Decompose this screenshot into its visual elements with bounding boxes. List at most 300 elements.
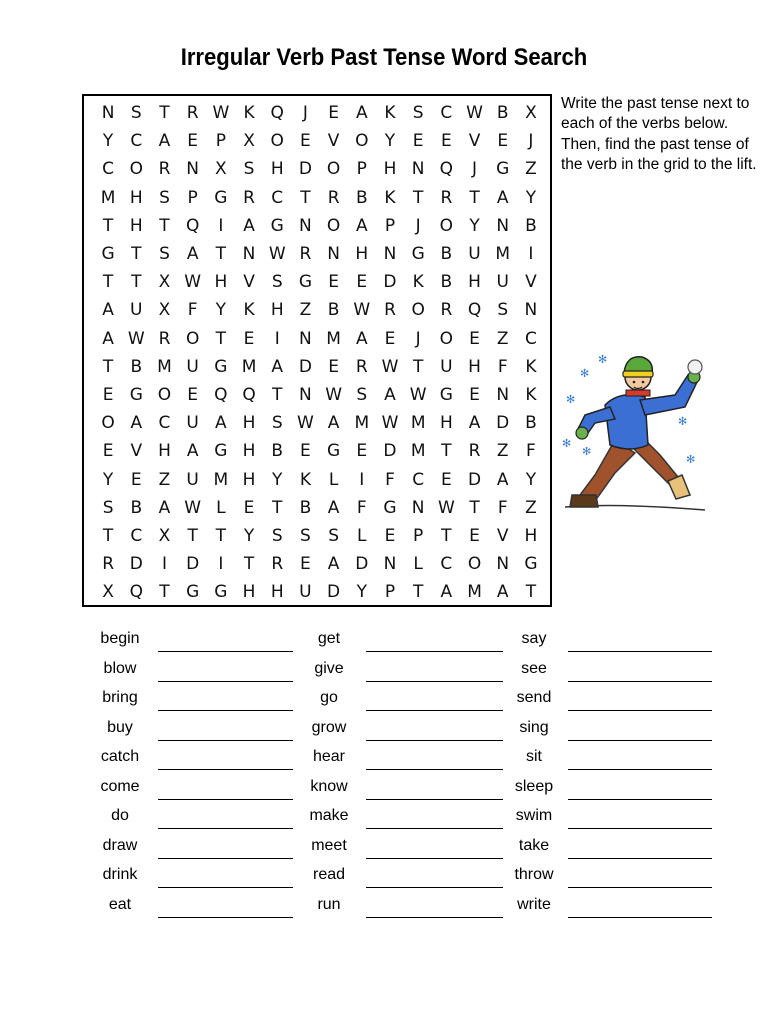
- grid-letter[interactable]: K: [384, 103, 396, 124]
- grid-letter[interactable]: P: [384, 215, 396, 236]
- grid-letter[interactable]: N: [299, 384, 312, 405]
- grid-letter[interactable]: R: [271, 554, 284, 575]
- grid-letter[interactable]: H: [242, 469, 256, 490]
- grid-letter[interactable]: H: [214, 272, 228, 293]
- grid-letter[interactable]: T: [272, 497, 283, 518]
- past-tense-answer-line[interactable]: [568, 828, 712, 829]
- grid-letter[interactable]: C: [102, 159, 115, 180]
- past-tense-answer-line[interactable]: [158, 651, 293, 652]
- grid-letter[interactable]: U: [468, 244, 481, 265]
- grid-letter[interactable]: E: [440, 469, 452, 490]
- grid-letter[interactable]: Q: [467, 300, 482, 321]
- grid-letter[interactable]: W: [297, 413, 314, 434]
- grid-letter[interactable]: N: [524, 300, 538, 321]
- grid-letter[interactable]: T: [102, 525, 114, 546]
- grid-letter[interactable]: J: [472, 159, 478, 180]
- grid-letter[interactable]: T: [159, 215, 170, 236]
- grid-letter[interactable]: R: [440, 300, 453, 321]
- grid-letter[interactable]: B: [355, 187, 368, 208]
- grid-letter[interactable]: E: [243, 497, 255, 518]
- grid-letter[interactable]: A: [158, 131, 171, 152]
- past-tense-answer-line[interactable]: [568, 917, 712, 918]
- grid-letter[interactable]: B: [299, 497, 312, 518]
- past-tense-answer-line[interactable]: [158, 858, 293, 859]
- grid-letter[interactable]: D: [298, 356, 312, 377]
- grid-letter[interactable]: V: [327, 131, 340, 152]
- grid-letter[interactable]: S: [243, 159, 255, 180]
- grid-letter[interactable]: W: [325, 384, 342, 405]
- grid-letter[interactable]: Z: [158, 469, 171, 490]
- grid-letter[interactable]: S: [130, 103, 142, 124]
- grid-letter[interactable]: H: [383, 159, 397, 180]
- grid-letter[interactable]: U: [299, 582, 312, 603]
- grid-letter[interactable]: X: [525, 103, 537, 124]
- grid-letter[interactable]: I: [218, 215, 224, 236]
- grid-letter[interactable]: D: [383, 441, 397, 462]
- grid-letter[interactable]: N: [411, 497, 425, 518]
- grid-letter[interactable]: B: [130, 497, 143, 518]
- grid-letter[interactable]: X: [102, 582, 114, 603]
- grid-letter[interactable]: A: [243, 215, 255, 236]
- grid-letter[interactable]: O: [355, 131, 369, 152]
- grid-letter[interactable]: A: [158, 497, 171, 518]
- grid-letter[interactable]: N: [496, 215, 510, 236]
- grid-letter[interactable]: A: [327, 497, 340, 518]
- grid-letter[interactable]: T: [215, 244, 227, 265]
- grid-letter[interactable]: V: [525, 272, 537, 293]
- grid-letter[interactable]: G: [524, 554, 538, 575]
- grid-letter[interactable]: O: [439, 328, 454, 349]
- grid-letter[interactable]: H: [129, 215, 143, 236]
- grid-letter[interactable]: A: [186, 441, 199, 462]
- grid-letter[interactable]: N: [242, 244, 256, 265]
- grid-letter[interactable]: G: [496, 159, 510, 180]
- grid-letter[interactable]: E: [300, 441, 311, 462]
- past-tense-answer-line[interactable]: [568, 740, 712, 741]
- grid-letter[interactable]: S: [356, 384, 368, 405]
- grid-letter[interactable]: L: [357, 525, 367, 546]
- grid-letter[interactable]: E: [243, 328, 255, 349]
- grid-letter[interactable]: A: [355, 328, 368, 349]
- grid-letter[interactable]: U: [130, 300, 143, 321]
- grid-letter[interactable]: A: [271, 356, 284, 377]
- grid-letter[interactable]: A: [496, 582, 509, 603]
- grid-letter[interactable]: A: [215, 413, 227, 434]
- grid-letter[interactable]: R: [440, 187, 453, 208]
- past-tense-answer-line[interactable]: [568, 710, 712, 711]
- grid-letter[interactable]: A: [496, 469, 509, 490]
- grid-letter[interactable]: W: [437, 497, 455, 518]
- grid-letter[interactable]: G: [214, 356, 228, 377]
- grid-letter[interactable]: H: [270, 582, 284, 603]
- grid-letter[interactable]: W: [127, 328, 145, 349]
- grid-letter[interactable]: Q: [214, 384, 228, 405]
- grid-letter[interactable]: D: [383, 272, 397, 293]
- grid-letter[interactable]: T: [272, 384, 283, 405]
- grid-letter[interactable]: P: [187, 187, 198, 208]
- grid-letter[interactable]: H: [270, 300, 284, 321]
- grid-letter[interactable]: R: [468, 441, 481, 462]
- grid-letter[interactable]: G: [411, 244, 425, 265]
- grid-letter[interactable]: A: [440, 582, 453, 603]
- grid-letter[interactable]: N: [411, 159, 425, 180]
- grid-letter[interactable]: L: [328, 469, 339, 490]
- grid-letter[interactable]: V: [496, 525, 509, 546]
- grid-letter[interactable]: U: [186, 413, 199, 434]
- grid-letter[interactable]: P: [413, 525, 424, 546]
- grid-letter[interactable]: F: [526, 441, 536, 462]
- grid-letter[interactable]: G: [214, 187, 228, 208]
- grid-letter[interactable]: Q: [270, 103, 284, 124]
- past-tense-answer-line[interactable]: [568, 858, 712, 859]
- grid-letter[interactable]: J: [415, 328, 421, 349]
- grid-letter[interactable]: N: [299, 328, 312, 349]
- grid-letter[interactable]: K: [412, 272, 424, 293]
- grid-letter[interactable]: V: [468, 131, 481, 152]
- grid-letter[interactable]: T: [412, 187, 424, 208]
- grid-letter[interactable]: K: [243, 300, 255, 321]
- grid-letter[interactable]: H: [129, 187, 143, 208]
- grid-letter[interactable]: W: [381, 356, 399, 377]
- grid-letter[interactable]: U: [496, 272, 509, 293]
- grid-letter[interactable]: O: [326, 159, 341, 180]
- grid-letter[interactable]: G: [270, 215, 284, 236]
- grid-letter[interactable]: Y: [243, 525, 255, 546]
- grid-letter[interactable]: G: [186, 582, 200, 603]
- grid-letter[interactable]: V: [130, 441, 143, 462]
- grid-letter[interactable]: G: [101, 244, 115, 265]
- grid-letter[interactable]: J: [302, 103, 308, 124]
- grid-letter[interactable]: Z: [525, 497, 537, 518]
- grid-letter[interactable]: I: [528, 244, 534, 265]
- grid-letter[interactable]: R: [102, 554, 114, 575]
- word-search-grid[interactable]: [94, 99, 545, 606]
- grid-letter[interactable]: S: [159, 187, 170, 208]
- grid-letter[interactable]: T: [102, 272, 114, 293]
- grid-letter[interactable]: B: [271, 441, 284, 462]
- grid-letter[interactable]: C: [271, 187, 284, 208]
- grid-letter[interactable]: E: [469, 328, 480, 349]
- grid-letter[interactable]: A: [102, 328, 114, 349]
- grid-letter[interactable]: M: [157, 356, 172, 377]
- grid-letter[interactable]: M: [410, 441, 426, 462]
- grid-letter[interactable]: H: [468, 272, 481, 293]
- grid-letter[interactable]: R: [327, 187, 340, 208]
- grid-letter[interactable]: B: [440, 272, 453, 293]
- past-tense-answer-line[interactable]: [158, 828, 293, 829]
- grid-letter[interactable]: O: [467, 554, 482, 575]
- grid-letter[interactable]: E: [469, 384, 480, 405]
- grid-letter[interactable]: S: [159, 244, 170, 265]
- grid-letter[interactable]: N: [299, 215, 312, 236]
- past-tense-answer-line[interactable]: [158, 769, 293, 770]
- grid-letter[interactable]: O: [270, 131, 284, 152]
- grid-letter[interactable]: W: [466, 103, 483, 124]
- grid-letter[interactable]: S: [271, 525, 283, 546]
- grid-letter[interactable]: S: [271, 413, 283, 434]
- grid-letter[interactable]: T: [187, 525, 198, 546]
- grid-letter[interactable]: H: [524, 525, 538, 546]
- grid-letter[interactable]: T: [131, 272, 142, 293]
- grid-letter[interactable]: A: [186, 244, 199, 265]
- past-tense-answer-line[interactable]: [158, 740, 293, 741]
- grid-letter[interactable]: H: [270, 159, 284, 180]
- grid-letter[interactable]: E: [356, 441, 368, 462]
- grid-letter[interactable]: B: [496, 103, 509, 124]
- grid-letter[interactable]: T: [159, 582, 170, 603]
- grid-letter[interactable]: M: [410, 413, 426, 434]
- grid-letter[interactable]: Y: [215, 300, 227, 321]
- grid-letter[interactable]: S: [300, 525, 311, 546]
- grid-letter[interactable]: B: [130, 356, 143, 377]
- grid-letter[interactable]: O: [411, 300, 425, 321]
- grid-letter[interactable]: M: [100, 187, 116, 208]
- grid-letter[interactable]: R: [158, 328, 171, 349]
- grid-letter[interactable]: R: [355, 356, 368, 377]
- grid-letter[interactable]: F: [497, 356, 508, 377]
- grid-letter[interactable]: P: [215, 131, 226, 152]
- grid-letter[interactable]: E: [102, 384, 114, 405]
- past-tense-answer-line[interactable]: [366, 769, 503, 770]
- past-tense-answer-line[interactable]: [366, 651, 503, 652]
- grid-letter[interactable]: R: [186, 103, 199, 124]
- grid-letter[interactable]: Y: [525, 187, 537, 208]
- grid-letter[interactable]: W: [184, 272, 202, 293]
- grid-letter[interactable]: L: [413, 554, 423, 575]
- grid-letter[interactable]: E: [300, 554, 311, 575]
- grid-letter[interactable]: U: [440, 356, 453, 377]
- grid-letter[interactable]: X: [158, 272, 171, 293]
- grid-letter[interactable]: K: [525, 384, 537, 405]
- grid-letter[interactable]: N: [496, 554, 510, 575]
- grid-letter[interactable]: D: [327, 582, 341, 603]
- grid-letter[interactable]: W: [409, 384, 427, 405]
- grid-letter[interactable]: X: [243, 131, 255, 152]
- grid-letter[interactable]: G: [214, 582, 228, 603]
- grid-letter[interactable]: C: [440, 554, 453, 575]
- grid-letter[interactable]: A: [496, 187, 509, 208]
- grid-letter[interactable]: W: [381, 413, 399, 434]
- grid-letter[interactable]: R: [299, 244, 312, 265]
- grid-letter[interactable]: A: [130, 413, 143, 434]
- past-tense-answer-line[interactable]: [366, 710, 503, 711]
- grid-letter[interactable]: W: [353, 300, 371, 321]
- grid-letter[interactable]: X: [158, 300, 171, 321]
- past-tense-answer-line[interactable]: [568, 681, 712, 682]
- grid-letter[interactable]: L: [216, 497, 226, 518]
- grid-letter[interactable]: U: [186, 356, 199, 377]
- past-tense-answer-line[interactable]: [366, 799, 503, 800]
- past-tense-answer-line[interactable]: [568, 769, 712, 770]
- grid-letter[interactable]: Y: [272, 469, 283, 490]
- grid-letter[interactable]: T: [102, 356, 114, 377]
- grid-letter[interactable]: A: [384, 384, 396, 405]
- grid-letter[interactable]: K: [243, 103, 255, 124]
- grid-letter[interactable]: B: [525, 413, 537, 434]
- grid-letter[interactable]: E: [328, 356, 339, 377]
- grid-letter[interactable]: B: [440, 244, 453, 265]
- past-tense-answer-line[interactable]: [158, 681, 293, 682]
- past-tense-answer-line[interactable]: [158, 887, 293, 888]
- grid-letter[interactable]: Q: [185, 215, 200, 236]
- grid-letter[interactable]: R: [384, 300, 396, 321]
- grid-letter[interactable]: Z: [496, 328, 509, 349]
- grid-letter[interactable]: P: [384, 582, 396, 603]
- grid-letter[interactable]: O: [129, 159, 143, 180]
- grid-letter[interactable]: T: [469, 187, 480, 208]
- grid-letter[interactable]: T: [412, 582, 424, 603]
- grid-letter[interactable]: E: [356, 272, 368, 293]
- grid-letter[interactable]: I: [359, 469, 365, 490]
- grid-letter[interactable]: M: [241, 356, 257, 377]
- grid-letter[interactable]: S: [328, 525, 339, 546]
- grid-letter[interactable]: B: [327, 300, 340, 321]
- grid-letter[interactable]: F: [497, 497, 508, 518]
- grid-letter[interactable]: X: [158, 525, 171, 546]
- past-tense-answer-line[interactable]: [366, 828, 503, 829]
- grid-letter[interactable]: Z: [496, 441, 509, 462]
- grid-letter[interactable]: G: [327, 441, 341, 462]
- grid-letter[interactable]: M: [354, 413, 370, 434]
- grid-letter[interactable]: H: [468, 356, 481, 377]
- grid-letter[interactable]: F: [187, 300, 198, 321]
- grid-letter[interactable]: G: [129, 384, 143, 405]
- grid-letter[interactable]: T: [525, 582, 537, 603]
- grid-letter[interactable]: K: [384, 187, 396, 208]
- grid-letter[interactable]: Y: [102, 469, 114, 490]
- grid-letter[interactable]: B: [525, 215, 537, 236]
- grid-letter[interactable]: C: [440, 103, 453, 124]
- grid-letter[interactable]: E: [497, 131, 509, 152]
- grid-letter[interactable]: F: [385, 469, 395, 490]
- grid-letter[interactable]: D: [496, 413, 510, 434]
- grid-letter[interactable]: D: [355, 554, 369, 575]
- grid-letter[interactable]: E: [440, 131, 452, 152]
- grid-letter[interactable]: I: [161, 554, 167, 575]
- grid-letter[interactable]: N: [496, 384, 510, 405]
- past-tense-answer-line[interactable]: [366, 858, 503, 859]
- grid-letter[interactable]: N: [101, 103, 115, 124]
- grid-letter[interactable]: T: [159, 103, 170, 124]
- grid-letter[interactable]: T: [215, 525, 227, 546]
- grid-letter[interactable]: N: [327, 244, 340, 265]
- grid-letter[interactable]: Z: [299, 300, 312, 321]
- grid-letter[interactable]: V: [243, 272, 255, 293]
- grid-letter[interactable]: Q: [242, 384, 256, 405]
- grid-letter[interactable]: D: [467, 469, 482, 490]
- grid-letter[interactable]: S: [271, 272, 283, 293]
- grid-letter[interactable]: J: [415, 215, 421, 236]
- grid-letter[interactable]: G: [383, 497, 397, 518]
- grid-letter[interactable]: Y: [525, 469, 537, 490]
- grid-letter[interactable]: A: [355, 103, 368, 124]
- grid-letter[interactable]: N: [383, 244, 397, 265]
- grid-letter[interactable]: T: [441, 525, 452, 546]
- grid-letter[interactable]: T: [412, 356, 424, 377]
- grid-letter[interactable]: H: [439, 413, 453, 434]
- grid-letter[interactable]: E: [187, 384, 199, 405]
- grid-letter[interactable]: E: [412, 131, 424, 152]
- grid-letter[interactable]: Y: [384, 131, 396, 152]
- grid-letter[interactable]: E: [300, 131, 311, 152]
- past-tense-answer-line[interactable]: [568, 799, 712, 800]
- grid-letter[interactable]: O: [101, 413, 115, 434]
- grid-letter[interactable]: E: [384, 525, 396, 546]
- grid-letter[interactable]: D: [186, 554, 200, 575]
- grid-letter[interactable]: D: [298, 159, 312, 180]
- grid-letter[interactable]: A: [327, 413, 340, 434]
- grid-letter[interactable]: M: [495, 244, 511, 265]
- grid-letter[interactable]: E: [384, 328, 396, 349]
- grid-letter[interactable]: Q: [439, 159, 454, 180]
- grid-letter[interactable]: W: [268, 244, 286, 265]
- grid-letter[interactable]: Y: [356, 582, 367, 603]
- grid-letter[interactable]: A: [102, 300, 114, 321]
- past-tense-answer-line[interactable]: [366, 917, 503, 918]
- grid-letter[interactable]: O: [439, 215, 454, 236]
- grid-letter[interactable]: C: [130, 131, 143, 152]
- grid-letter[interactable]: H: [242, 413, 256, 434]
- grid-letter[interactable]: I: [218, 554, 224, 575]
- grid-letter[interactable]: N: [186, 159, 200, 180]
- grid-letter[interactable]: O: [326, 215, 341, 236]
- grid-letter[interactable]: W: [184, 497, 202, 518]
- grid-letter[interactable]: A: [355, 215, 368, 236]
- grid-letter[interactable]: H: [355, 244, 369, 265]
- grid-letter[interactable]: S: [412, 103, 424, 124]
- grid-letter[interactable]: E: [469, 525, 480, 546]
- grid-letter[interactable]: O: [185, 328, 200, 349]
- grid-letter[interactable]: C: [412, 469, 425, 490]
- grid-letter[interactable]: N: [383, 554, 397, 575]
- grid-letter[interactable]: C: [524, 328, 537, 349]
- grid-letter[interactable]: W: [212, 103, 230, 124]
- grid-letter[interactable]: K: [299, 469, 311, 490]
- grid-letter[interactable]: F: [356, 497, 367, 518]
- grid-letter[interactable]: E: [328, 272, 339, 293]
- grid-letter[interactable]: E: [328, 103, 339, 124]
- grid-letter[interactable]: J: [528, 131, 534, 152]
- grid-letter[interactable]: T: [469, 497, 480, 518]
- grid-letter[interactable]: C: [130, 525, 143, 546]
- past-tense-answer-line[interactable]: [366, 887, 503, 888]
- grid-letter[interactable]: G: [298, 272, 312, 293]
- grid-letter[interactable]: M: [467, 582, 482, 603]
- past-tense-answer-line[interactable]: [158, 710, 293, 711]
- grid-letter[interactable]: I: [274, 328, 280, 349]
- past-tense-answer-line[interactable]: [366, 740, 503, 741]
- grid-letter[interactable]: C: [158, 413, 171, 434]
- grid-letter[interactable]: M: [213, 469, 229, 490]
- grid-letter[interactable]: Q: [129, 582, 143, 603]
- grid-letter[interactable]: T: [300, 187, 311, 208]
- grid-letter[interactable]: Z: [525, 159, 537, 180]
- grid-letter[interactable]: A: [468, 413, 481, 434]
- grid-letter[interactable]: O: [157, 384, 172, 405]
- past-tense-answer-line[interactable]: [366, 681, 503, 682]
- grid-letter[interactable]: G: [439, 384, 453, 405]
- grid-letter[interactable]: H: [242, 582, 256, 603]
- grid-letter[interactable]: E: [130, 469, 142, 490]
- grid-letter[interactable]: D: [129, 554, 143, 575]
- grid-letter[interactable]: T: [243, 554, 255, 575]
- past-tense-answer-line[interactable]: [158, 917, 293, 918]
- grid-letter[interactable]: H: [242, 441, 256, 462]
- grid-letter[interactable]: G: [214, 441, 228, 462]
- grid-letter[interactable]: U: [186, 469, 199, 490]
- grid-letter[interactable]: R: [158, 159, 171, 180]
- grid-letter[interactable]: E: [187, 131, 199, 152]
